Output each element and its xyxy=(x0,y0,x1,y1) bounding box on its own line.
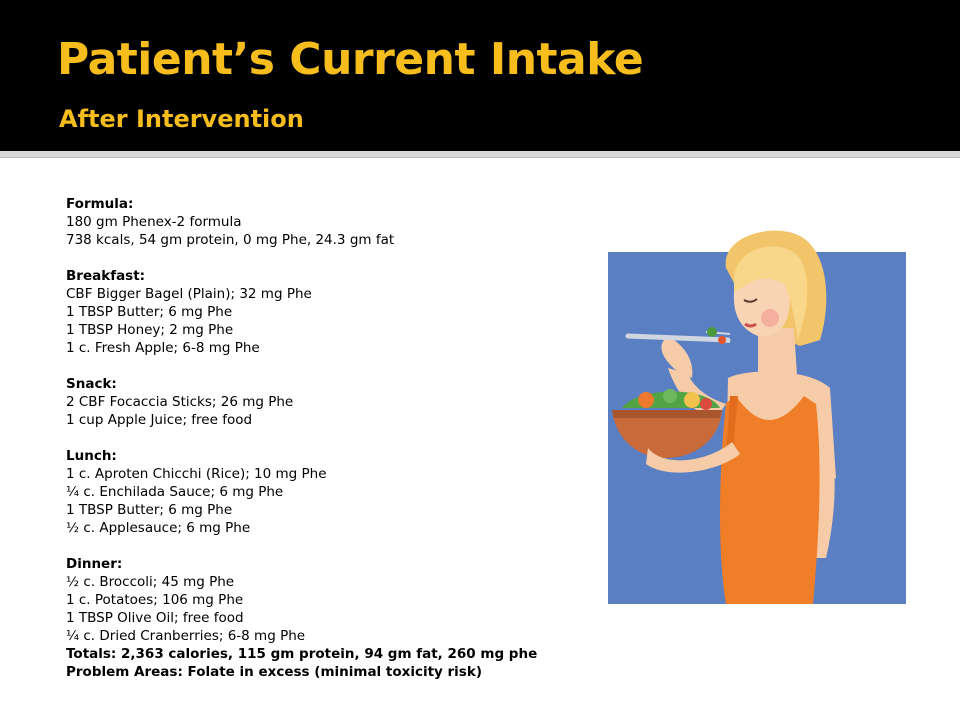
list-item: ½ c. Broccoli; 45 mg Phe xyxy=(66,574,235,590)
formula-section xyxy=(66,195,586,249)
list-item: 1 TBSP Butter; 6 mg Phe xyxy=(66,502,233,518)
lunch-section xyxy=(66,447,586,537)
section-heading: Dinner: xyxy=(66,556,123,572)
list-item: ¼ c. Dried Cranberries; 6-8 mg Phe xyxy=(66,628,306,644)
problem-areas-line: Problem Areas: Folate in excess (minimal toxicity risk) xyxy=(66,664,482,680)
section-heading: Formula: xyxy=(66,196,134,212)
list-item: 1 c. Aproten Chicchi (Rice); 10 mg Phe xyxy=(66,466,327,482)
breakfast-section xyxy=(66,267,586,357)
section-heading: Breakfast: xyxy=(66,268,146,284)
dinner-section xyxy=(66,555,586,645)
list-item: CBF Bigger Bagel (Plain); 32 mg Phe xyxy=(66,286,312,302)
totals-line: Totals: 2,363 calories, 115 gm protein, 94 gm fat, 260 mg phe xyxy=(66,646,538,662)
list-item: 180 gm Phenex-2 formula xyxy=(66,214,242,230)
list-item: 1 TBSP Butter; 6 mg Phe xyxy=(66,304,233,320)
list-item: 2 CBF Focaccia Sticks; 26 mg Phe xyxy=(66,394,294,410)
header-divider xyxy=(0,151,960,158)
section-heading: Lunch: xyxy=(66,448,117,464)
slide-title: Patient’s Current Intake xyxy=(57,34,644,85)
list-item: ¼ c. Enchilada Sauce; 6 mg Phe xyxy=(66,484,284,500)
snack-section xyxy=(66,375,586,429)
list-item: 1 cup Apple Juice; free food xyxy=(66,412,253,428)
woman-eating-salad-illustration xyxy=(608,228,906,604)
intake-list xyxy=(66,195,586,681)
list-item: ½ c. Applesauce; 6 mg Phe xyxy=(66,520,251,536)
title-bar xyxy=(0,0,960,151)
list-item: 738 kcals, 54 gm protein, 0 mg Phe, 24.3 gm fat xyxy=(66,232,395,248)
list-item: 1 c. Fresh Apple; 6-8 mg Phe xyxy=(66,340,260,356)
list-item: 1 c. Potatoes; 106 mg Phe xyxy=(66,592,244,608)
list-item: 1 TBSP Honey; 2 mg Phe xyxy=(66,322,234,338)
list-item: 1 TBSP Olive Oil; free food xyxy=(66,610,244,626)
section-heading: Snack: xyxy=(66,376,117,392)
slide-subtitle: After Intervention xyxy=(59,105,304,133)
